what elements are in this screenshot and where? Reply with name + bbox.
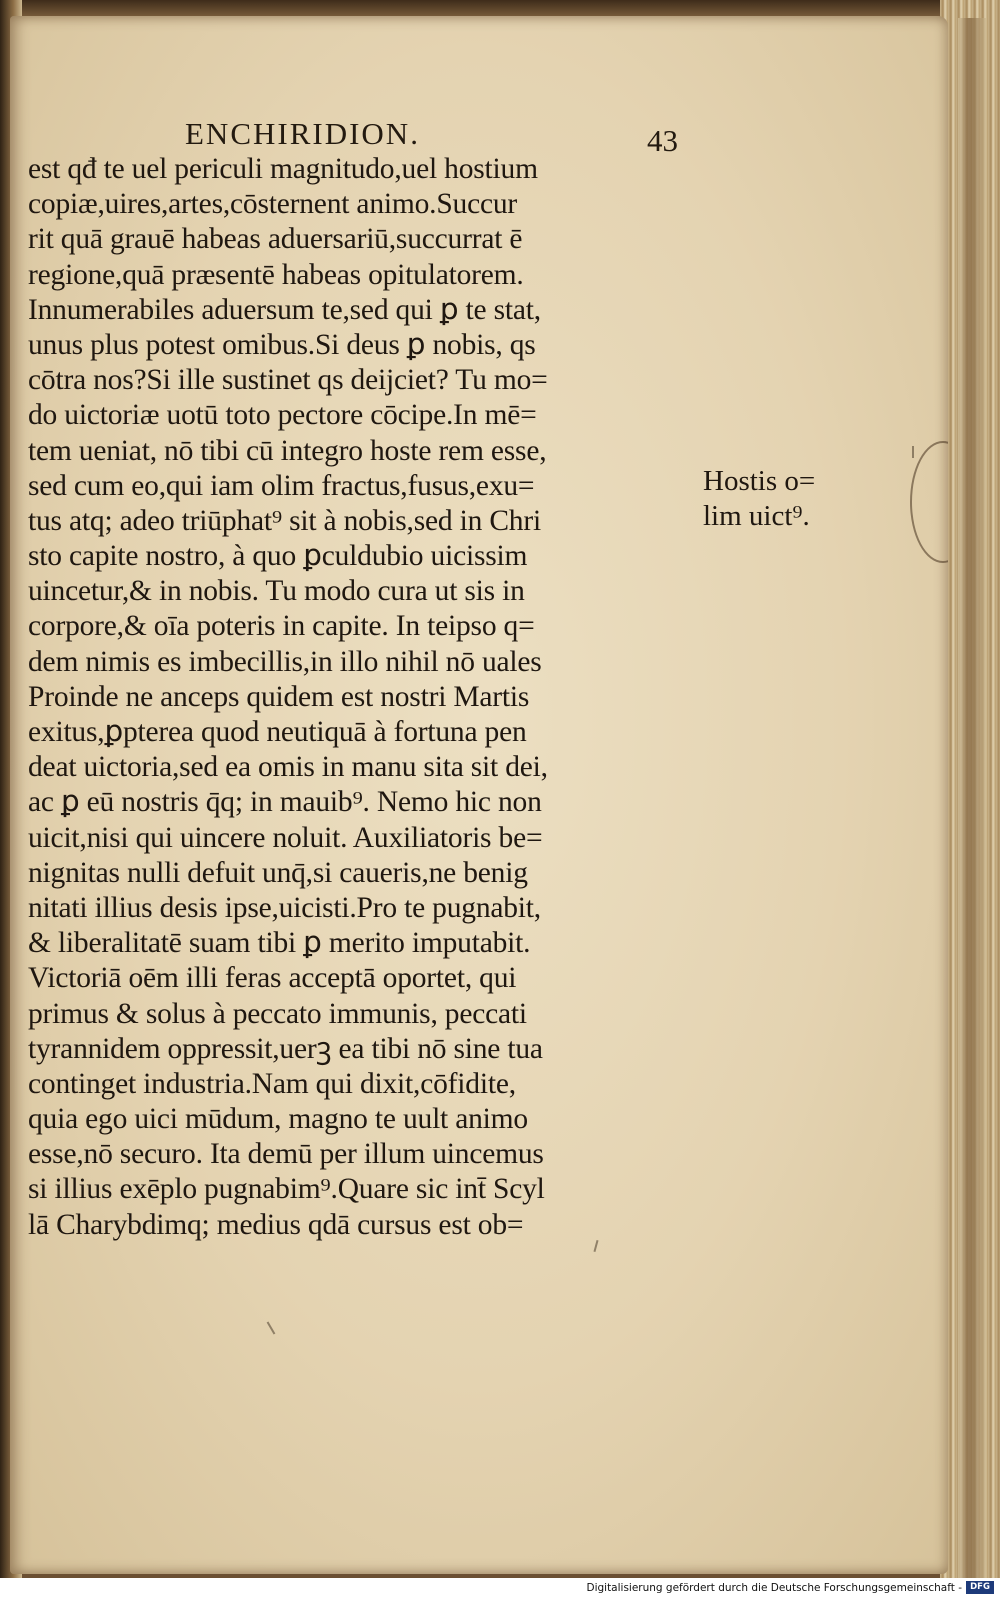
clip-mark: [910, 441, 948, 563]
text-line: rit quā grauē habeas aduersariū,succurrat ē: [28, 223, 523, 256]
page-stack-band: [958, 18, 986, 1578]
text-line: uincetur,& in nobis. Tu modo cura ut sis in: [28, 575, 525, 608]
text-line: est qđ te uel periculi magnitudo,uel hostium: [28, 153, 538, 185]
text-line: cōtra nos?Si ille sustinet qs deijciet? Tu mo=: [28, 364, 548, 397]
dfg-logo: DFG: [966, 1581, 994, 1594]
text-line: nignitas nulli defuit unq̄,si caueris,ne benig: [28, 856, 528, 889]
text-line: tyrannidem oppressit,uerꝫ ea tibi nō sine tua: [28, 1032, 543, 1065]
text-line: deat uictoria,sed ea omis in manu sita sit dei,: [28, 751, 548, 784]
text-line: nitati illius desis ipse,uicisti.Pro te pugnabit,: [28, 891, 541, 924]
text-line: sed cum eo,qui iam olim fractus,fusus,exu=: [28, 469, 535, 502]
book-page: [10, 16, 948, 1574]
digitization-credit: Digitalisierung gefördert durch die Deutsche Forschungsgemeinschaft -: [586, 1582, 962, 1594]
marginal-note-line: lim uict⁹.: [703, 500, 810, 532]
text-line: Victoriā oēm illi feras acceptā oportet, qui: [28, 962, 517, 995]
text-line: do uictoriæ uotū toto pectore cōcipe.In mē=: [28, 399, 537, 432]
text-line: regione,quā præsentē habeas opitulatorem.: [28, 258, 524, 291]
page-stack-edge: [940, 0, 1000, 1578]
body-text: [28, 152, 718, 1243]
text-line: copiæ,uires,artes,cōsternent animo.Succur: [28, 188, 518, 221]
text-line: unus plus potest omibus.Si deus ꝑ nobis, qs: [28, 328, 536, 361]
running-head: ENCHIRIDION.: [185, 116, 420, 151]
page-number: 43: [647, 123, 678, 158]
stray-mark: [912, 446, 914, 458]
text-line: corpore,& oīa poteris in capite. In teipso q=: [28, 610, 535, 643]
text-line: continget industria.Nam qui dixit,cōfidite,: [28, 1067, 516, 1100]
text-line: quia ego uici mūdum, magno te uult animo: [28, 1103, 528, 1136]
text-line: dem nimis es imbecillis,in illo nihil nō uales: [28, 645, 542, 678]
text-line: tem ueniat, nō tibi cū integro hoste rem esse,: [28, 434, 547, 467]
marginal-note: [703, 464, 815, 534]
stray-mark: [267, 1321, 276, 1334]
text-line: si illius exēplo pugnabim⁹.Quare sic int̄ Scyl: [28, 1173, 545, 1206]
text-line: primus & solus à peccato immunis, peccati: [28, 997, 527, 1030]
text-line: Proinde ne anceps quidem est nostri Martis: [28, 680, 530, 713]
text-line: exitus,ꝑpterea quod neutiquā à fortuna pen: [28, 716, 527, 748]
text-line: tus atq; adeo triūphat⁹ sit à nobis,sed in Chri: [28, 504, 541, 537]
text-line: uicit,nisi qui uincere noluit. Auxiliatoris be=: [28, 821, 543, 854]
text-line: Innumerabiles aduersum te,sed qui ꝑ te stat,: [28, 293, 541, 326]
text-line: lā Charybdimq; medius qdā cursus est ob=: [28, 1208, 524, 1241]
text-line: & liberalitatē suam tibi ꝑ merito imputabit.: [28, 927, 531, 960]
marginal-note-line: Hostis o=: [703, 465, 816, 497]
text-line: sto capite nostro, à quo ꝑculdubio uicissim: [28, 540, 528, 573]
text-line: esse,nō securo. Ita demū per illum uincemus: [28, 1138, 544, 1171]
text-line: ac ꝑ eū nostris q̄q; in mauib⁹. Nemo hic non: [28, 786, 542, 819]
